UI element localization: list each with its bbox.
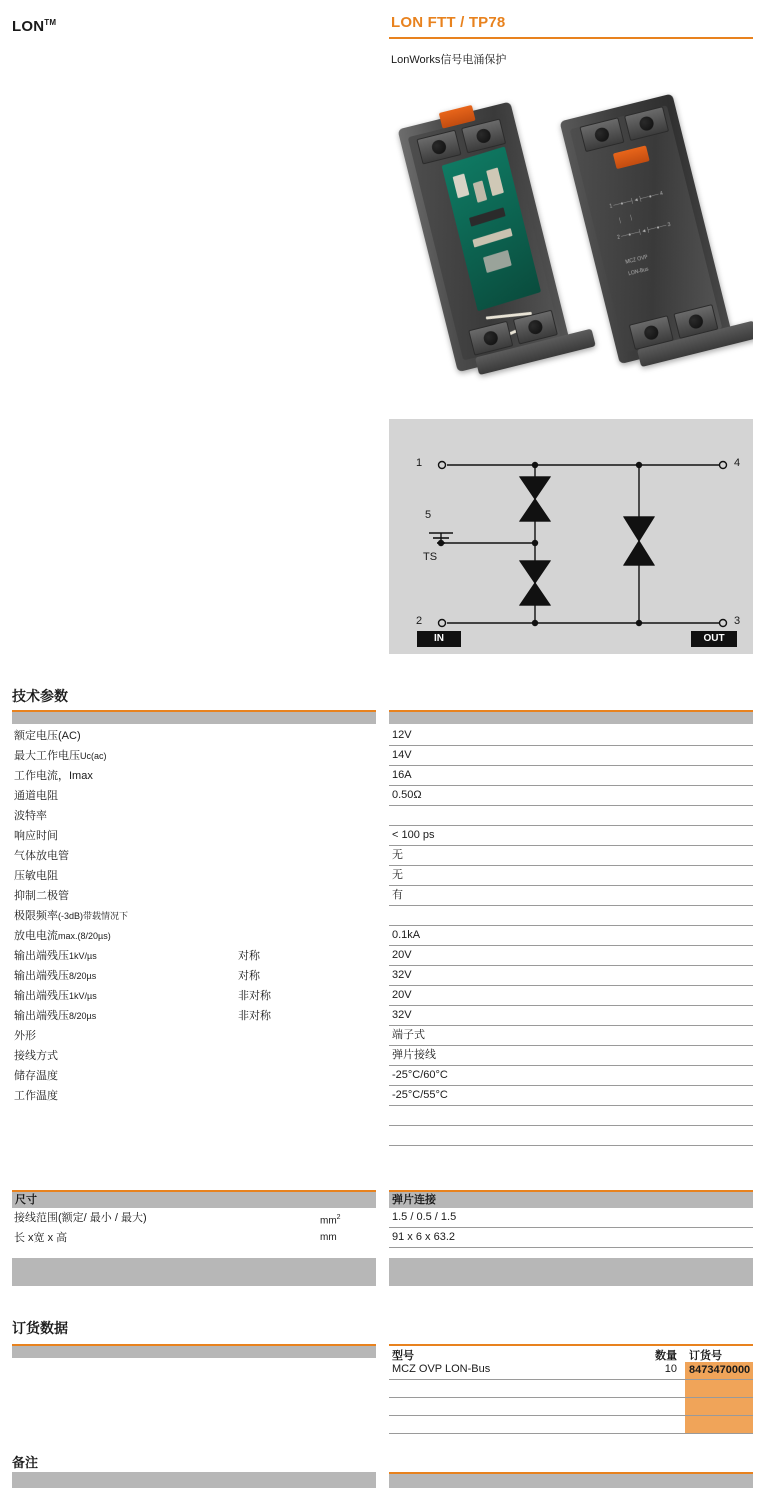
section-title-order: 订货数据 xyxy=(12,1320,68,1336)
spec-label: 极限频率(-3dB)带载情况下 xyxy=(14,910,129,922)
spec-row xyxy=(12,1126,388,1146)
spec-label: 抑制二极管 xyxy=(14,890,69,902)
spec-value xyxy=(389,806,753,826)
spec-row xyxy=(12,866,388,886)
dimensions-footer-bar-left xyxy=(12,1258,376,1286)
spec-value: 无 xyxy=(389,866,753,886)
spec-row xyxy=(12,906,388,926)
spec-value: 无 xyxy=(389,846,753,866)
spec-row xyxy=(12,786,388,806)
note-bar-right xyxy=(389,1472,753,1488)
order-col-qty: 数量 xyxy=(655,1350,677,1362)
spec-row xyxy=(12,946,388,966)
order-code xyxy=(685,1416,753,1433)
order-col-model: 型号 xyxy=(392,1350,414,1362)
dimension-value: 1.5 / 0.5 / 1.5 xyxy=(389,1208,753,1228)
spec-mid: 对称 xyxy=(238,970,260,982)
table-row xyxy=(389,1398,753,1416)
spec-value: 12V xyxy=(389,726,753,746)
order-code xyxy=(685,1380,753,1397)
spec-row xyxy=(12,1066,388,1086)
spec-row xyxy=(12,826,388,846)
spec-row xyxy=(12,846,388,866)
spec-label: 响应时间 xyxy=(14,830,58,842)
schematic-pin-2: 2 xyxy=(416,615,423,627)
dimensions-footer-bar-right xyxy=(389,1258,753,1286)
brand-trademark: TM xyxy=(44,18,57,27)
spec-label: 放电电流max.(8/20µs) xyxy=(14,930,111,942)
spec-value: -25°C/60°C xyxy=(389,1066,753,1086)
spec-label: 工作温度 xyxy=(14,1090,58,1102)
device-image-housing: 1 ──●──┤◄├──●── 4 │ │ 2 ──●──┤◄├──●── 3 MCZ OVP LON-Bus xyxy=(534,92,753,396)
spec-label-column xyxy=(12,726,388,1146)
schematic-pin-1: 1 xyxy=(416,457,423,469)
spec-label: 输出端残压1kV/µs xyxy=(14,950,97,962)
spec-row xyxy=(12,986,388,1006)
spec-row xyxy=(12,766,388,786)
spec-label: 外形 xyxy=(14,1030,36,1042)
order-model: MCZ OVP LON-Bus xyxy=(392,1363,491,1375)
dimension-unit: mm xyxy=(320,1232,337,1243)
order-col-code: 订货号 xyxy=(689,1350,722,1362)
spec-value: < 100 ps xyxy=(389,826,753,846)
dimension-value: 91 x 6 x 63.2 xyxy=(389,1228,753,1248)
spec-label: 工作电流，Imax xyxy=(14,770,93,782)
spec-label: 气体放电管 xyxy=(14,850,69,862)
spec-value: 端子式 xyxy=(389,1026,753,1046)
spec-row xyxy=(12,966,388,986)
schematic-pin-5: 5 xyxy=(425,509,432,521)
spec-row xyxy=(12,1006,388,1026)
dimension-label: 接线范围(额定/ 最小 / 最大) xyxy=(14,1212,147,1224)
schematic-pin-4: 4 xyxy=(734,457,741,469)
product-subtitle: LonWorks信号电涌保护 xyxy=(391,54,507,66)
spec-value: 0.50Ω xyxy=(389,786,753,806)
section-title-tech: 技术参数 xyxy=(12,688,68,704)
table-row xyxy=(389,1362,753,1380)
spec-row xyxy=(12,726,388,746)
spec-value: 32V xyxy=(389,1006,753,1026)
spec-value: 0.1kA xyxy=(389,926,753,946)
spec-label: 压敏电阻 xyxy=(14,870,58,882)
spec-row xyxy=(12,746,388,766)
spec-value: 20V xyxy=(389,986,753,1006)
dimensions-left xyxy=(12,1190,388,1286)
spec-label: 接线方式 xyxy=(14,1050,58,1062)
order-table-header xyxy=(389,1344,753,1362)
spec-label: 储存温度 xyxy=(14,1070,58,1082)
spec-row xyxy=(12,1046,388,1066)
spec-row xyxy=(12,1086,388,1106)
spec-row xyxy=(12,886,388,906)
spec-mid: 非对称 xyxy=(238,1010,271,1022)
spec-row xyxy=(12,806,388,826)
spec-label: 最大工作电压Uc(ac) xyxy=(14,750,107,762)
spec-mid: 非对称 xyxy=(238,990,271,1002)
product-photo xyxy=(389,92,753,402)
schematic-svg xyxy=(389,419,753,654)
spec-bar-left xyxy=(12,710,376,724)
spec-label: 通道电阻 xyxy=(14,790,58,802)
spec-mid: 对称 xyxy=(238,950,260,962)
product-header xyxy=(389,0,753,67)
order-code xyxy=(685,1398,753,1415)
spec-value xyxy=(389,906,753,926)
dimension-row xyxy=(12,1228,388,1248)
connection-header: 弹片连接 xyxy=(389,1190,753,1208)
spec-value: -25°C/55°C xyxy=(389,1086,753,1106)
schematic-out-label: OUT xyxy=(703,633,725,644)
dimension-unit: $mm^2$ xyxy=(320,1214,341,1227)
brand-name: LON xyxy=(12,18,45,35)
spec-label: 输出端残压8/20µs xyxy=(14,1010,97,1022)
spec-row xyxy=(12,1026,388,1046)
spec-bar-right xyxy=(389,710,753,724)
spec-row xyxy=(12,1106,388,1126)
spec-value xyxy=(389,1106,753,1126)
product-title: LON FTT / TP78 xyxy=(391,14,506,31)
order-code: 8473470000 xyxy=(685,1362,753,1379)
section-title-note: 备注 xyxy=(12,1455,39,1470)
brand-logo xyxy=(12,18,56,35)
schematic-ts-label: TS xyxy=(423,551,438,563)
spec-value-column xyxy=(389,726,753,1146)
spec-value: 20V xyxy=(389,946,753,966)
spec-value: 弹片接线 xyxy=(389,1046,753,1066)
spec-value xyxy=(389,1126,753,1146)
order-table xyxy=(389,1344,753,1434)
schematic-pin-3: 3 xyxy=(734,615,741,627)
spec-row xyxy=(12,926,388,946)
order-qty: 10 xyxy=(664,1363,677,1375)
spec-label: 输出端残压8/20µs xyxy=(14,970,97,982)
spec-value: 16A xyxy=(389,766,753,786)
spec-value: 14V xyxy=(389,746,753,766)
dimension-row xyxy=(12,1208,388,1228)
spec-label: 输出端残压1kV/µs xyxy=(14,990,97,1002)
dimensions-header: 尺寸 xyxy=(12,1190,376,1208)
spec-label: 波特率 xyxy=(14,810,47,822)
circuit-schematic xyxy=(389,419,753,654)
table-row xyxy=(389,1380,753,1398)
dimension-label: 长 x宽 x 高 xyxy=(14,1232,68,1244)
spec-value: 有 xyxy=(389,886,753,906)
table-row xyxy=(389,1416,753,1434)
spec-value: 32V xyxy=(389,966,753,986)
spec-label: 额定电压(AC) xyxy=(14,730,81,742)
schematic-in-label: IN xyxy=(434,633,444,644)
order-bar-left xyxy=(12,1344,376,1358)
dimensions-right xyxy=(389,1190,753,1286)
note-bar-left xyxy=(12,1472,376,1488)
